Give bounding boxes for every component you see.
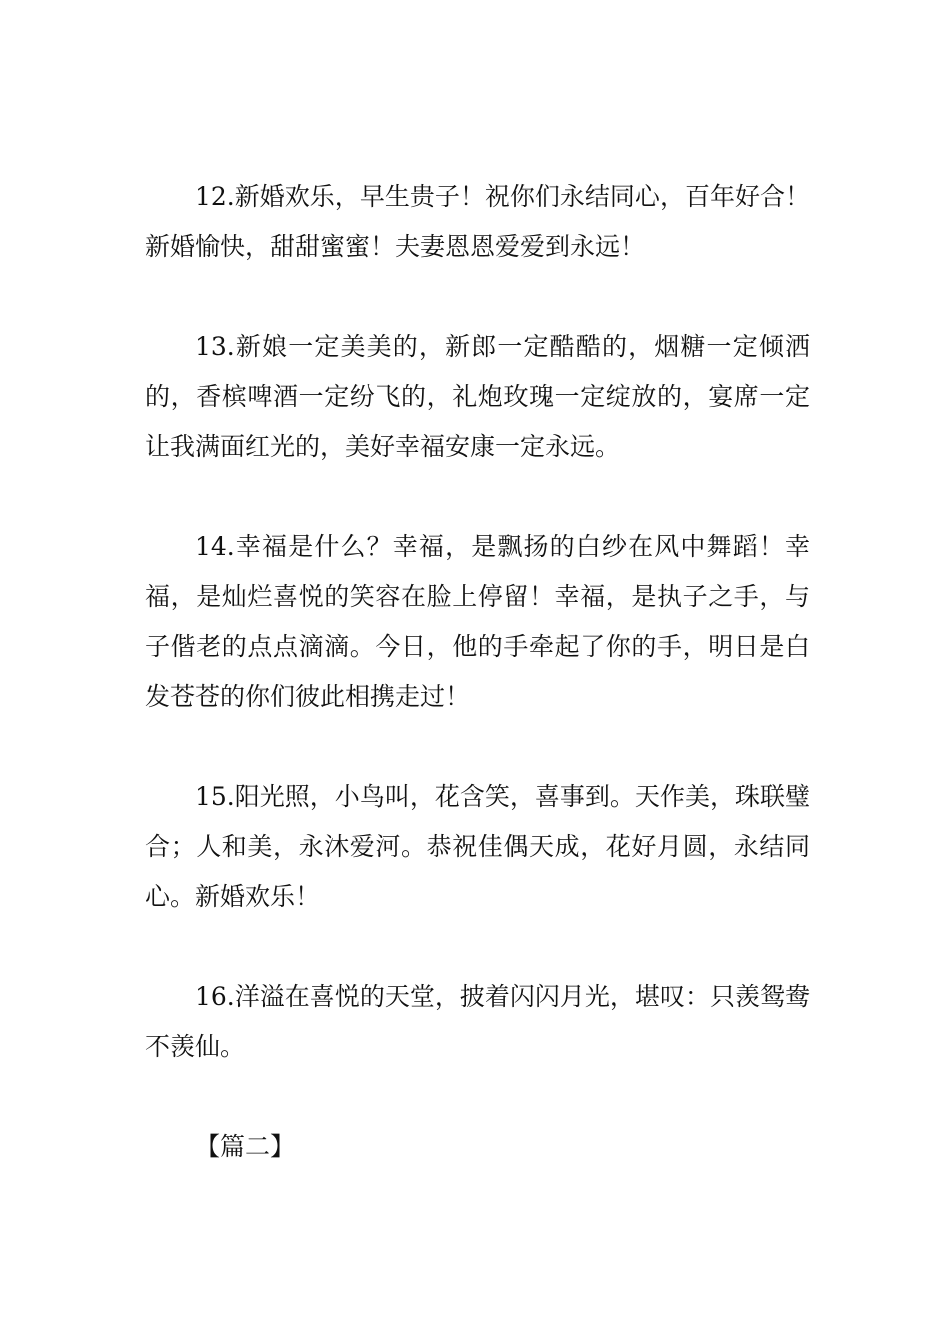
document-body (145, 172, 810, 1172)
paragraph-15: 15.阳光照，小鸟叫，花含笑，喜事到。天作美，珠联璧合；人和美，永沐爱河。恭祝佳偶天成，花好月圆，永结同心。新婚欢乐！ (145, 782, 810, 911)
paragraph-16: 16.洋溢在喜悦的天堂，披着闪闪月光，堪叹：只羡鸳鸯不羡仙。 (145, 982, 810, 1061)
paragraph-14: 14.幸福是什么？幸福，是飘扬的白纱在风中舞蹈！幸福，是灿烂喜悦的笑容在脸上停留！幸福，是执子之手，与子偕老的点点滴滴。今日，他的手牵起了你的手，明日是白发苍苍的你们彼此相携走过！ (145, 532, 810, 711)
section-heading: 【篇二】 (195, 1132, 296, 1161)
paragraph-12: 12.新婚欢乐，早生贵子！祝你们永结同心，百年好合！新婚愉快，甜甜蜜蜜！夫妻恩恩爱爱到永远！ (145, 182, 810, 261)
paragraph-13: 13.新娘一定美美的，新郎一定酷酷的，烟糖一定倾洒的，香槟啤酒一定纷飞的，礼炮玫瑰一定绽放的，宴席一定让我满面红光的，美好幸福安康一定永远。 (145, 332, 810, 461)
